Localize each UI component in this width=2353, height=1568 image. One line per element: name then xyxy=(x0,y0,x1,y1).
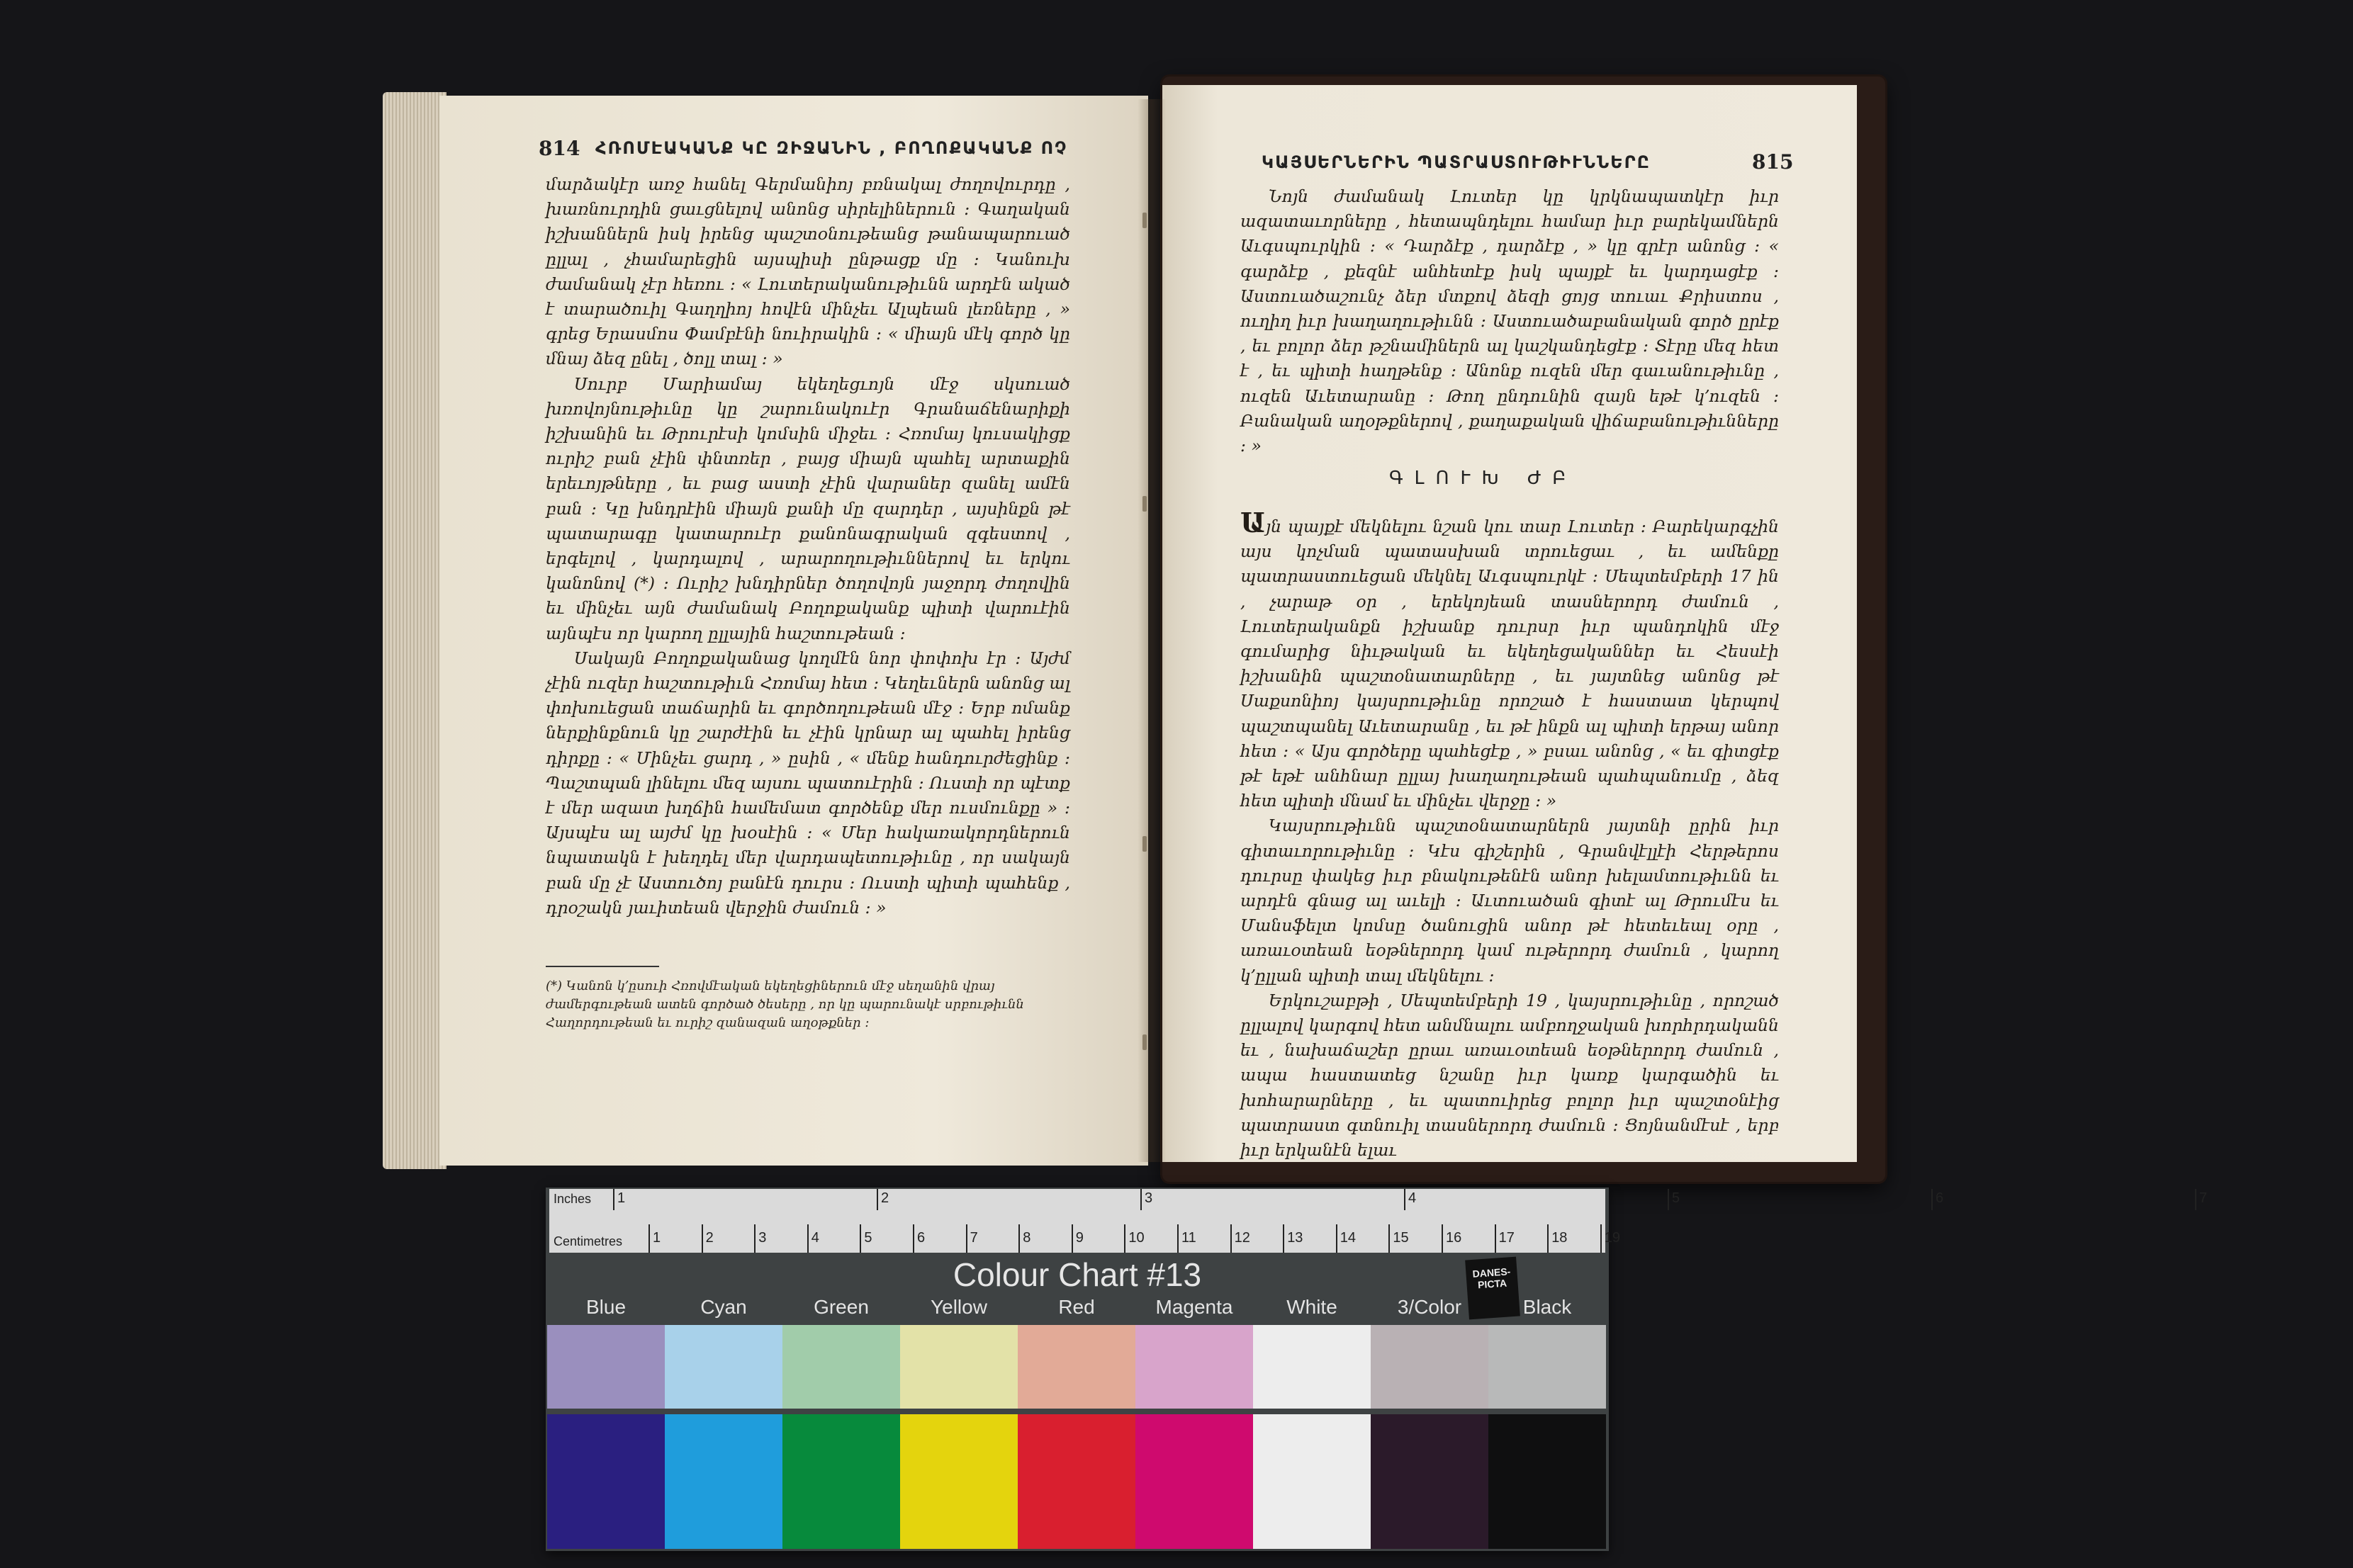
swatch-label: Green xyxy=(814,1296,869,1318)
cm-number: 11 xyxy=(1181,1230,1196,1246)
cm-tick xyxy=(966,1224,967,1253)
chapter-heading: ԳԼՈՒԽ ԺԲ xyxy=(1389,468,1578,489)
left-paragraph-3: Սակայն Բողոքականաց կողմէն նոր փոփոխ էր ։ Այժմ չէին ուզեր հաշտութիւն Հռոմայ հետ ։ Կեղեւներն անոնց ալ փոխուեցան տաճարին եւ գործողութեան մէջ ։ Երբ ոմանք ներքինքնուն կը շարժէին եւ չէին կրնար ալ պահել իրենց դիրքը ։ « Մինչեւ ցարդ , » ըսին , « մենք հանդուրժեցինք ։ Պաշտպան լինելու մեզ այսու պատուէրին ։ Ուստի որ պէտք է մեր ազատ խղճին համեմատ գործենք մեր ուսմունքը » ։ Այսպէս ալ այժմ կը խօսէին ։ « Մեր հակառակորդներուն նպատակն է խեղդել մեր վարդապետութիւնը , որ սակայն բան մը չէ Աստուծոյ բանէն դուրս ։ Ուստի պիտի պահենք , դրօշակն յաւիտեան վերջին ժամուն ։ » xyxy=(546,648,1070,918)
cm-tick xyxy=(1177,1224,1179,1253)
swatch-dark xyxy=(782,1414,900,1549)
inch-tick xyxy=(2195,1189,2196,1210)
colour-chart xyxy=(546,1188,2208,1551)
swatch-label: White xyxy=(1286,1296,1337,1318)
swatch-light xyxy=(1371,1325,1488,1409)
cm-number: 1 xyxy=(653,1230,661,1246)
cm-number: 5 xyxy=(864,1230,872,1246)
cm-number: 18 xyxy=(1551,1230,1568,1246)
cm-tick xyxy=(807,1224,809,1253)
inch-number: 4 xyxy=(1408,1190,1417,1206)
right-body-text-chapter xyxy=(1240,507,1779,1163)
swatch-dark xyxy=(1253,1414,1371,1549)
cm-tick xyxy=(1600,1224,1602,1253)
binding-stitch xyxy=(1142,836,1147,852)
right-paragraph-1: յն պայքէ մեկնելու նշան կու տար Լուտեր ։ Բարեկարգչին այս կոչման պատասխան տրուեցաւ , եւ ամենքը պատրաստուեցան մեկնել Աւգսպուրկէ ։ Սեպտեմբերի 17 ին , չարաթ օր , երեկոյեան տասներորդ ժամուն , Լուտերականքն իշխանք դուրսր իւր պանդոկին մէջ գումարից նիւթական եւ եկեղեցականներ եւ Հեսսէի իշխանին պաշտօնատարները , եւ յայտնեց անոնց թէ Սաքսոնիոյ կայսրութիւնը որոշած է հաստատ կերպով պաշտպանել Աւետարանը , եւ թէ ինքն ալ պիտի երթայ անոր հետ ։ « Այս գործերը պահեցէք , » բսաւ անոնց , « եւ գիտցէք թէ եթէ անհնար ըլլայ խաղաղութեան պահպանումը , ձեզ հետ պիտի մնամ եւ մինչեւ վերջը ։ » xyxy=(1240,517,1779,811)
cm-tick xyxy=(754,1224,756,1253)
inches-label: Inches xyxy=(554,1192,592,1206)
left-body-text xyxy=(546,172,1070,920)
left-paragraph-1: մարձակէր առջ հանել Գերմանիոյ բռնակալ ժողովուրդը , խառնուրդին ցաւցնելով անոնց սիրելիներուն ։ Գաղական իշխաններն իսկ իրենց պաշտօնութեանց թանապարուած ըլլալ , չհամարեցին այսպիսի ընթացք մը ։ Կանուխ ժամանակ չէր հեռու ։ « Լուտերականութիւնն արդէն ակած է տարածուիլ Գաղղիոյ հովէն մինչեւ Ալպեան լեռները , » գրեց Երասմոս Փամբէնի նուիրակին ։ « միայն մէկ գործ կը մնայ ձեզ ընել , ծոլլ տալ ։ » xyxy=(546,174,1070,369)
inch-number: 6 xyxy=(1936,1190,1944,1206)
cm-number: 10 xyxy=(1128,1230,1145,1246)
cm-tick xyxy=(913,1224,914,1253)
right-body-text-top xyxy=(1240,184,1779,458)
swatch-label: Yellow xyxy=(931,1296,987,1318)
swatch-label: 3/Color xyxy=(1397,1296,1462,1318)
right-folio: 815 xyxy=(1752,150,1794,174)
cm-tick xyxy=(1442,1224,1443,1253)
book-gutter xyxy=(1138,99,1166,1162)
swatch-dark xyxy=(665,1414,782,1549)
swatch-label: Cyan xyxy=(700,1296,747,1318)
cm-tick xyxy=(1495,1224,1496,1253)
right-page xyxy=(1162,85,1857,1162)
inch-number: 1 xyxy=(617,1190,626,1206)
page-edges xyxy=(383,92,447,1169)
cm-tick xyxy=(1018,1224,1020,1253)
cm-number: 19 xyxy=(1604,1230,1621,1246)
cm-number: 9 xyxy=(1075,1230,1084,1246)
swatch-label: Red xyxy=(1058,1296,1095,1318)
cm-tick xyxy=(1124,1224,1125,1253)
cm-tick xyxy=(860,1224,861,1253)
left-paragraph-2: Սուրբ Մարիամայ եկեղեցւոյն մէջ սկսուած խռովոյնութիւնը կը շարունակուէր Գրանաճենարիքի իշխանին եւ Թրուրէսի կոմսին միջեւ ։ Հռոմայ կուսակիցք ուրիշ բան չէին փնտռեր , բայց միայն պահել արտաքին երեւոյթները , եւ բաց աստի չէին վարաներ զանել ամէն բան ։ Կը խնդրէին միայն քանի մը զարդեր , այսինքն թէ պատարագը կատարուէր քանոնագրական զգեստով , երգելով , կարդալով , արարողութիւններով եւ երկու կանոնով (*) ։ Ուրիշ խնդիրներ ծողովոյն յաջորդ ժողովին եւ մինչեւ այն ժամանակ Բողոքականք պիտի վարուէին այնպէս որ կարող ըլլային հաշտութեան ։ xyxy=(546,373,1070,643)
swatch-dark xyxy=(547,1414,665,1549)
inch-tick xyxy=(1140,1189,1142,1210)
inch-number: 3 xyxy=(1145,1190,1153,1206)
swatch-label: Magenta xyxy=(1155,1296,1233,1318)
swatch-light xyxy=(900,1325,1018,1409)
swatch-light xyxy=(665,1325,782,1409)
swatch-label: Black xyxy=(1522,1296,1572,1318)
cm-number: 12 xyxy=(1234,1230,1250,1246)
swatch-light xyxy=(1018,1325,1135,1409)
swatch-light xyxy=(782,1325,900,1409)
left-running-head: ՀՌՈՄԷԱԿԱՆՔ ԿԸ ԶԻՋԱՆԻՆ , ԲՈՂՈՔԱԿԱՆՔ ՈՉ xyxy=(595,138,1068,158)
footnote-rule xyxy=(546,966,659,967)
swatch-dark xyxy=(1488,1414,1606,1549)
cm-tick xyxy=(1547,1224,1549,1253)
ruler xyxy=(549,1189,2208,1253)
inch-tick xyxy=(1931,1189,1933,1210)
cm-tick xyxy=(648,1224,650,1253)
cm-number: 14 xyxy=(1340,1230,1357,1246)
cm-number: 15 xyxy=(1393,1230,1409,1246)
binding-stitch xyxy=(1142,213,1147,228)
cm-tick xyxy=(1072,1224,1073,1253)
cm-number: 7 xyxy=(970,1230,978,1246)
left-footnote: (*) Կանոն կ՚ըսուի Հռովմէական եկեղեցիներուն մէջ սեղանին վրայ ժամերգութեան ատեն գործած ծեսերը , որ կը պարունակէ սրբութիւնն Հաղորդութեան եւ ուրիշ զանազան աղօթքներ ։ xyxy=(546,978,1024,1030)
swatch-label: Blue xyxy=(585,1296,627,1318)
right-paragraph-3: Երկուշաբթի , Սեպտեմբերի 19 , կայսրութիւնը , որոշած ըլլալով կարգով հետ անմնալու ամբողջական խորհրդականն եւ , նախաճաշեր ըրաւ առաւօտեան եօթներորդ ժամուն , ապա հաստատեց նշանը իւր կառք կարգածին եւ խոհարարները , եւ պատուիրեց բոլոր իւր պաշտօնէից պատրաստ գտնուիլ տասներորդ ժամուն ։ Ցոյնանմէսէ , երբ իւր երկանէն ելաւ xyxy=(1240,990,1779,1161)
inch-tick xyxy=(613,1189,614,1210)
swatch-light xyxy=(1488,1325,1606,1409)
cm-number: 3 xyxy=(758,1230,767,1246)
swatch-dark xyxy=(1371,1414,1488,1549)
swatch-light xyxy=(1253,1325,1371,1409)
cm-tick xyxy=(1336,1224,1337,1253)
cm-number: 17 xyxy=(1498,1230,1515,1246)
cm-number: 8 xyxy=(1023,1230,1031,1246)
inch-tick xyxy=(877,1189,878,1210)
left-page xyxy=(439,96,1148,1166)
inch-number: 7 xyxy=(2199,1190,2208,1206)
inch-number: 2 xyxy=(881,1190,889,1206)
right-paragraph-2: Կայսրութիւնն պաշտօնատարներն յայտնի ըրին իւր գիտաւորութիւնը ։ Կէս գիշերին , Գրանվէլլէի Հերթերոս դուրսը փակեց իւր բնակութենէն անոր խելամտութիւնն եւ արդէն գնաց ալ աւելի ։ Աւտուածան գիտէ ալ Թրումէս եւ Մանսֆելտ կոմսը ծանուցին անոր թէ հետեւեալ օրը , առաւօտեան եօթներորդ կամ ութերորդ ժամուն , կարող կ՚ըլլան պիտի տալ մեկնելու ։ xyxy=(1240,816,1779,986)
chart-title: Colour Chart #13 xyxy=(953,1256,1202,1293)
dropcap-letter: Ա xyxy=(1240,507,1266,538)
cm-tick xyxy=(1283,1224,1284,1253)
centimetres-label: Centimetres xyxy=(554,1234,623,1248)
right-running-head: ԿԱՅՍԵՐՆԵՐԻՆ ՊԱՏՐԱՍՏՈՒԹԻՒՆՆԵՐԸ xyxy=(1262,152,1651,172)
cm-number: 4 xyxy=(811,1230,819,1246)
right-paragraph-intro: Նոյն ժամանակ Լուտեր կը կրկնապատկէր իւր ազատաւորները , հետապնդելու համար իւր բարեկամներն Աւգսպուրկին ։ « Դարձէք , դարձէք , » կը գրէր անոնց ։ « գարձէք , քեզնէ անհետէք իսկ պայքէ եւ կարդացէք ։ Աստուածաշունչ ձեր մտքով ձեզի ցոյց տուաւ Քրիստոս , ուղիղ իւր խաղաղութիւնն ։ Աստուածաբանական գործ ըրէք , եւ բոլոր ձեր թշնամիներն ալ կաշկանդեցէք ։ Տէրը մեզ հետ է , եւ պիտի հաղթենք ։ Անոնք ուզեն մեր գաւանութիւնը , ուզեն Աւետարանը ։ Թող ընդունին զայն եթէ կ՚ուզեն ։ Բանական աղօթքներով , քաղաքական վիճաբանութիւնները ։ » xyxy=(1240,186,1779,456)
left-folio: 814 xyxy=(539,137,580,160)
inch-number: 5 xyxy=(1672,1190,1680,1206)
swatch-light xyxy=(547,1325,665,1409)
cm-number: 2 xyxy=(705,1230,714,1246)
binding-stitch xyxy=(1142,1034,1147,1050)
swatch-dark xyxy=(1018,1414,1135,1549)
cm-number: 16 xyxy=(1446,1230,1462,1246)
brand-badge: DANES-PICTA xyxy=(1465,1257,1520,1320)
cm-number: 13 xyxy=(1287,1230,1303,1246)
inch-tick xyxy=(1668,1189,1669,1210)
inch-tick xyxy=(1404,1189,1405,1210)
cm-tick xyxy=(702,1224,703,1253)
cm-tick xyxy=(1230,1224,1232,1253)
swatch-dark xyxy=(1135,1414,1253,1549)
cm-tick xyxy=(1388,1224,1390,1253)
binding-stitch xyxy=(1142,496,1147,512)
cm-number: 6 xyxy=(917,1230,926,1246)
swatch-light xyxy=(1135,1325,1253,1409)
swatch-dark xyxy=(900,1414,1018,1549)
